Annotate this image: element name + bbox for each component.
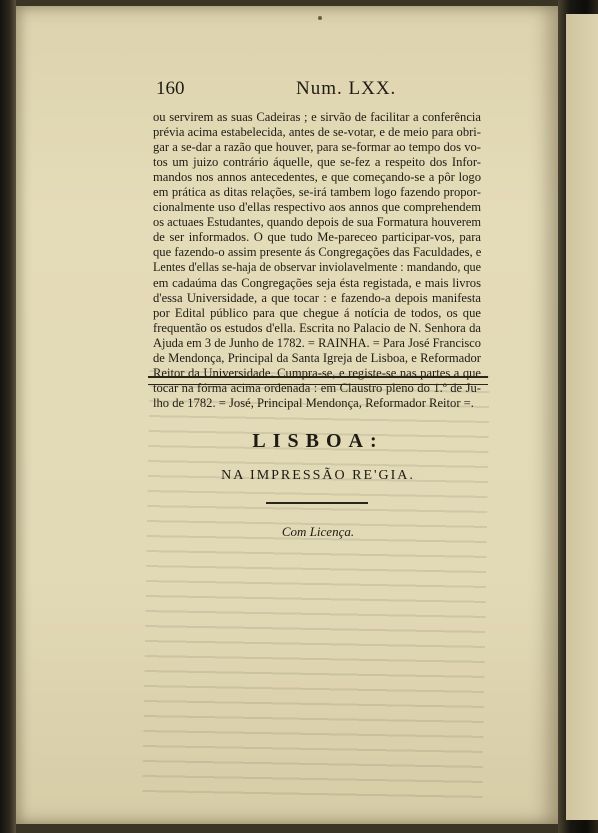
text-line: mandos nos annos antecedentes, e que começando-se a pôr logo xyxy=(153,170,481,185)
page-header xyxy=(156,78,406,102)
show-through-texture xyxy=(142,361,490,807)
text-line: prévia acima estabelecida, antes de se-votar, e de meio para obri- xyxy=(153,125,481,140)
text-line: em cadaúma das Congregações seja ésta registada, e mais livros xyxy=(153,275,481,290)
text-line: de ser informados. O que tudo Me-pareceo participar-vos, para xyxy=(153,230,481,245)
next-page-edge xyxy=(566,14,598,820)
double-rule-divider xyxy=(148,376,488,385)
text-line: tos um juizo contrário áquelle, que se-fez a respeito dos Infor- xyxy=(153,155,481,170)
page-number: 160 xyxy=(156,78,185,99)
text-line: ou servirem as suas Cadeiras ; e sirvão de facilitar a conferência xyxy=(153,110,481,124)
short-rule-divider xyxy=(266,502,368,504)
text-line: Ajuda em 3 de Junho de 1782. = RAINHA. = Para José Francisco xyxy=(153,335,482,350)
text-line: os actuaes Estudantes, quando depois de sua Formatura houverem xyxy=(153,215,482,230)
text-line: Lentes d'ellas se-haja de observar inviolavelmente : mandando, que xyxy=(153,260,481,275)
text-line: frequentão os estudos d'ella. Escrita no Palacio de N. Senhora da xyxy=(153,320,481,335)
text-line: que fazendo-o assim presente ás Congregações das Faculdades, e xyxy=(153,245,482,260)
text-line: por Edital público para que chegue á notícia de todos, os que xyxy=(153,305,481,320)
text-line: cionalmente uso d'ellas respectivo aos annos que comprehendem xyxy=(153,200,481,215)
license-line: Com Licença. xyxy=(281,524,355,539)
imprint-city: LISBOA: xyxy=(252,430,384,452)
running-head: Num. LXX. xyxy=(296,78,397,99)
paper-speck xyxy=(318,16,322,20)
text-line: gar a se-dar a razão que houver, para se-formar ao tempo dos vo- xyxy=(153,140,481,155)
text-line: em prática as ditas relações, se-irá tambem logo fazendo propor- xyxy=(153,185,481,200)
text-line: lho de 1782. = José, Principal Mendonça, Reformador Reitor =. xyxy=(153,395,474,410)
text-line: tocar na fórma acima ordenada : em Claustro pleno do 1.º de Ju- xyxy=(153,380,481,395)
text-line: de Mendonça, Principal da Santa Igreja de Lisboa, e Reformador xyxy=(153,350,481,365)
text-line: d'essa Universidade, a que tocar : e fazendo-a depois manifesta xyxy=(153,290,481,305)
imprint-press: NA IMPRESSÃO RE'GIA. xyxy=(221,468,415,483)
text-line: Reitor da Universidade. Cumpra-se, e registe-se nas partes a que xyxy=(153,365,481,380)
scan-left-edge xyxy=(0,0,16,833)
book-page xyxy=(16,6,558,824)
